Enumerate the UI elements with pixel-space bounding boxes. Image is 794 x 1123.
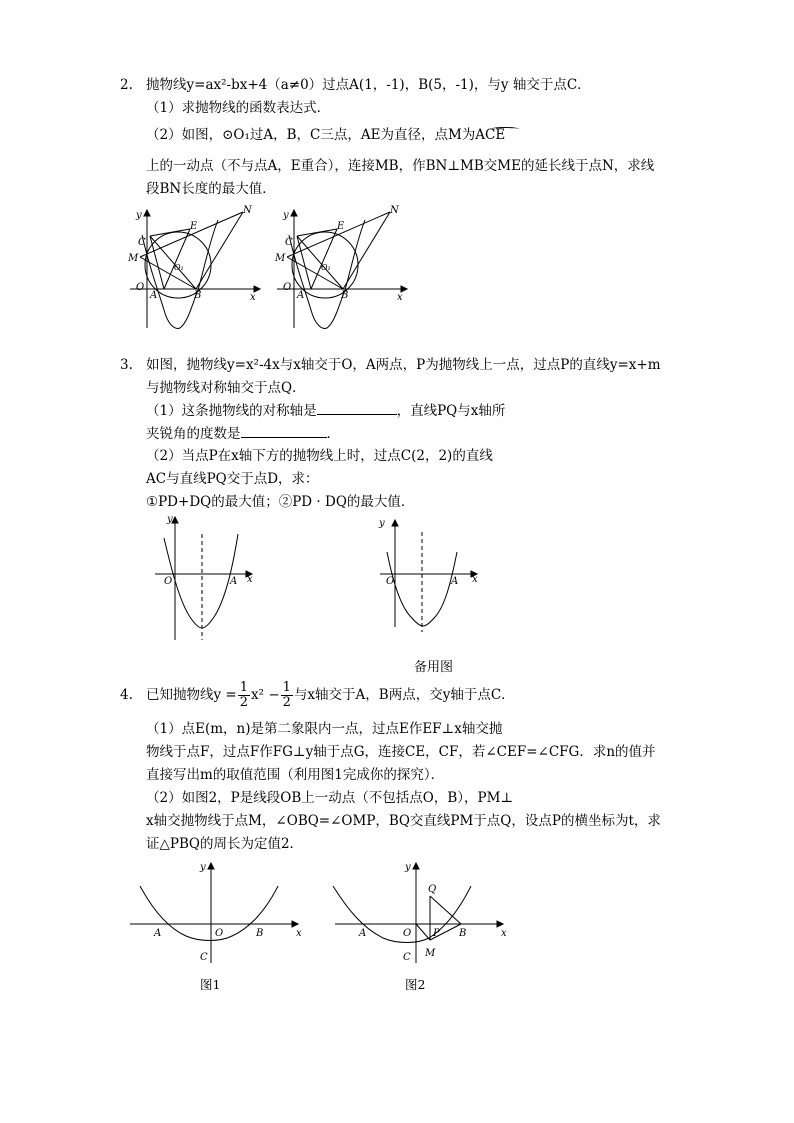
- problem-3-line4b: ．: [326, 426, 340, 442]
- figure-caption-2: 图2: [405, 977, 426, 992]
- fig4a-label-B: B: [256, 928, 264, 939]
- fig2b-label-N: N: [390, 205, 399, 216]
- fig4a-label-C: C: [200, 952, 208, 963]
- problem-4-statement: [146, 680, 515, 710]
- problem-3-line3b: ，直线PQ与x轴所: [396, 403, 506, 419]
- fig2a-label-A: A: [150, 290, 158, 301]
- problem-4-number: 4.: [120, 687, 133, 703]
- fig2a-label-O1: O₁: [174, 263, 184, 272]
- problem-4-line1a: 已知抛物线y =: [146, 687, 237, 703]
- fig2b-label-x: x: [397, 292, 403, 303]
- fig4b-label-B: B: [459, 928, 467, 939]
- problem-2-part2-line1: （2）如图，⊙O₁过A，B，C三点，AE为直径，点M为ACE: [146, 127, 506, 143]
- problem-2-part2-line3: 段BN长度的最大值．: [146, 181, 276, 197]
- fig3a-label-O: O: [164, 576, 173, 587]
- problem-4-figure-2: [333, 863, 503, 963]
- fig4b-label-A: A: [359, 928, 367, 939]
- fig3a-label-y: y: [167, 514, 173, 525]
- fig4a-label-y: y: [200, 862, 206, 873]
- answer-blank-axis: [317, 414, 397, 415]
- problem-3-line5: （2）当点P在x轴下方的抛物线上时，过点C(2，2)的直线: [146, 448, 493, 464]
- problem-3-number: 3.: [120, 357, 133, 373]
- fig2b-label-M: M: [275, 253, 286, 264]
- fig3b-label-O: O: [386, 576, 395, 587]
- answer-blank-angle: [241, 437, 327, 438]
- figure-caption-1: 图1: [200, 977, 221, 992]
- fig4b-label-O: O: [403, 928, 412, 939]
- fig4a-label-O: O: [215, 928, 224, 939]
- fig3a-label-x: x: [247, 574, 253, 585]
- fraction-1-denominator: 2: [239, 695, 249, 710]
- problem-3-part1b-line: [146, 425, 340, 443]
- fig2a-label-x: x: [250, 292, 256, 303]
- problem-3-figures: [150, 512, 490, 647]
- fig3b-label-A: A: [451, 576, 459, 587]
- problem-4-line7: 证△PBQ的周长为定值2．: [146, 836, 304, 852]
- problem-3-figure-2: [380, 520, 477, 632]
- fig2b-label-O: O: [283, 282, 292, 293]
- fig2b-label-C: C: [285, 237, 293, 248]
- problem-4-figure-1: [130, 863, 298, 963]
- fig2b-label-B: B: [341, 290, 349, 301]
- fig2b-label-A: A: [297, 290, 305, 301]
- fraction-1-numerator: 1: [239, 680, 249, 695]
- fig4a-label-A: A: [154, 928, 162, 939]
- fig4a-label-x: x: [296, 928, 302, 939]
- problem-2-number: 2.: [120, 77, 133, 93]
- problem-4-line1b: x² −: [251, 687, 280, 703]
- problem-3-line7: ①PD+DQ的最大值；②PD · DQ的最大值．: [146, 494, 415, 510]
- arc-symbol: [491, 127, 519, 131]
- problem-2-part2-line2: 上的一动点（不与点A，E重合），连接MB，作BN⊥MB交ME的延长线于点N，求线: [146, 158, 655, 174]
- problem-4-line2: （1）点E(m，n)是第二象限内一点，过点E作EF⊥x轴交抛: [146, 721, 503, 737]
- fig2a-label-E: E: [190, 221, 198, 232]
- problem-4-line6: x轴交抛物线于点M，∠OBQ=∠OMP，BQ交直线PM于点Q，设点P的横坐标为t，求: [146, 813, 661, 829]
- fig2a-label-O: O: [136, 282, 145, 293]
- fig2b-label-O1: O₁: [321, 263, 331, 272]
- problem-3-line1: 如图，抛物线y=x²-4x与x轴交于O，A两点，P为抛物线上一点，过点P的直线y=x+m: [146, 357, 661, 373]
- fraction-2-denominator: 2: [282, 695, 291, 710]
- fig4b-label-Q: Q: [428, 884, 437, 895]
- problem-4-line1c: 与x轴交于A，B两点，交y轴于点C．: [293, 687, 515, 703]
- problem-2-figures: [120, 200, 420, 335]
- fig2a-label-B: B: [194, 290, 202, 301]
- fig2b-label-E: E: [337, 221, 345, 232]
- fig3b-label-x: x: [472, 574, 478, 585]
- figure-caption-spare: 备用图: [414, 660, 454, 675]
- fraction-1: [238, 681, 250, 710]
- problem-4-line5: （2）如图2，P是线段OB上一动点（不包括点O，B），PM⊥: [146, 790, 514, 806]
- problem-4-line4: 直接写出m的取值范围（利用图1完成你的探究）．: [146, 767, 445, 783]
- problem-3-line6: AC与直线PQ交于点D，求：: [146, 471, 319, 487]
- problem-3-line3a: （1）这条抛物线的对称轴是: [146, 403, 317, 419]
- problem-3-line2: 与抛物线对称轴交于点Q．: [146, 380, 306, 396]
- fraction-2-numerator: 1: [282, 680, 291, 695]
- fig4b-label-x: x: [501, 928, 507, 939]
- problem-3-part1-line: [146, 402, 505, 420]
- fig4b-label-C: C: [403, 952, 411, 963]
- fig3b-label-y: y: [379, 518, 385, 529]
- fig4b-label-y: y: [405, 862, 411, 873]
- fig2a-label-C: C: [138, 237, 146, 248]
- problem-2-part1: （1）求抛物线的函数表达式．: [146, 100, 331, 116]
- problem-4-figures: [128, 858, 518, 973]
- problem-2-statement: 抛物线y=ax²-bx+4（a≠0）过点A(1，-1)，B(5，-1)，与y 轴交于点C．: [146, 77, 591, 93]
- fig3a-label-A: A: [230, 576, 238, 587]
- problem-4-line3: 物线于点F，过点F作FG⊥y轴于点G，连接CE，CF，若∠CEF=∠CFG．求n的值并: [146, 744, 656, 760]
- problem-3-line4a: 夹锐角的度数是: [146, 426, 241, 442]
- fig2a-label-N: N: [243, 205, 252, 216]
- fraction-2: [281, 681, 293, 710]
- fig4b-label-P: P: [433, 928, 440, 939]
- fig4b-label-M: M: [425, 948, 436, 959]
- fig2a-label-y: y: [136, 210, 142, 221]
- fig2a-label-M: M: [128, 253, 139, 264]
- fig2b-label-y: y: [283, 210, 289, 221]
